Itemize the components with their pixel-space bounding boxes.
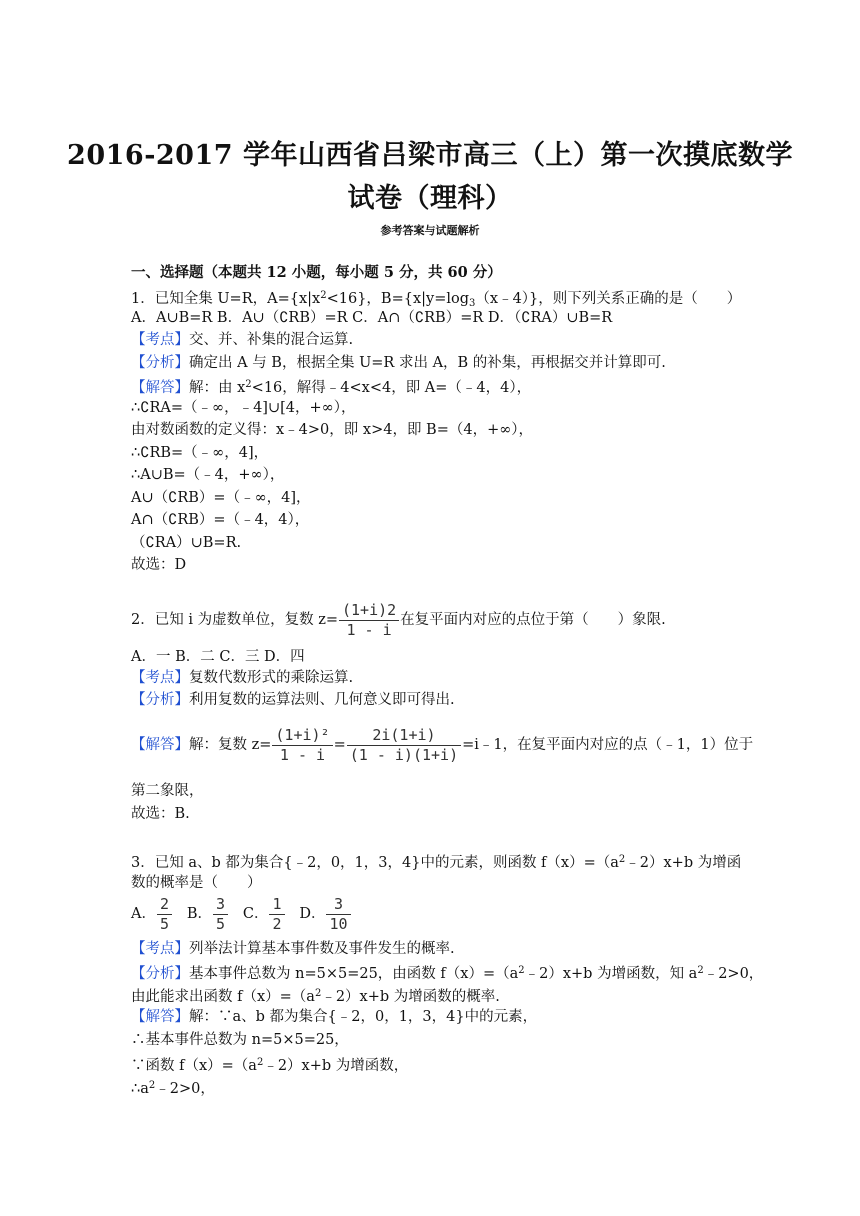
q2-options: A．一 B．二 C．三 D．四 [131, 649, 305, 665]
q2-stem: 2．已知 i 为虚数单位，复数 z= $\frac{(1+i)2}{1 - i}$ 在复平面内对应的点位于第（ ）象限. [131, 600, 666, 639]
q1-step-4: ∴A∪B=（﹣4，+∞）， [131, 467, 285, 483]
q1-options: A．A∪B=R B．A∪（∁RB）=R C．A∩（∁RB）=R D．（∁RA）∪B=R [131, 310, 613, 326]
q1-jieda: 【解答】解：由 $x^2<16$，解得﹣4<x<4，即 A=（﹣4，4）， [131, 379, 532, 396]
q3-option-d-fraction: $\frac{3}{10}$ [326, 895, 350, 934]
q2-fraction: $\frac{(1+i)2}{1 - i}$ [339, 601, 399, 640]
q1-step-1: ∴∁RA=（﹣∞，﹣4]∪[4，+∞）， [131, 400, 356, 416]
q1-step-3: ∴∁RB=（﹣∞，4]， [131, 445, 269, 461]
q1-stem: 1．已知全集 U=R，$A=\{x|x^2<16\}$，$B=\{x|y=\log_3(x﹣4)\}$，则下列关系正确的是（ ） [131, 290, 742, 309]
q2-answer: 故选：B. [131, 806, 190, 822]
q3-step-2: ∵函数 $f(x)=(a^2﹣2)x+b$ 为增函数， [131, 1057, 409, 1074]
q3-step-1: ∴基本事件总数为 n=5×5=25， [131, 1032, 349, 1048]
document-title-line2: 试卷（理科） [347, 183, 513, 214]
q3-option-a-fraction: $\frac{2}{5}$ [157, 895, 172, 934]
q3-kaodian: 【考点】列举法计算基本事件数及事件发生的概率. [131, 941, 455, 957]
q3-option-c-fraction: $\frac{1}{2}$ [269, 895, 284, 934]
q1-step-2: 由对数函数的定义得：x﹣4>0，即 x>4，即 B=（4，+∞）， [131, 422, 534, 438]
q2-step-1: 第二象限， [131, 783, 204, 799]
q1-step-5: A∪（∁RB）=（﹣∞，4]， [131, 490, 311, 506]
q3-jieda: 【解答】解：∵a、b 都为集合{﹣2，0，1，3，4}中的元素， [131, 1009, 538, 1025]
q1-step-6: A∩（∁RB）=（﹣4，4）， [131, 512, 310, 528]
q1-answer: 故选：D [131, 557, 187, 573]
q1-kaodian: 【考点】交、并、补集的混合运算. [131, 332, 354, 348]
document-title-line1: 2016-2017 学年山西省吕梁市高三（上）第一次摸底数学 [67, 140, 793, 171]
q3-option-b-fraction: $\frac{3}{5}$ [213, 895, 228, 934]
q3-fenxi-line2: 由此能求出函数 $f(x)=(a^2﹣2)x+b$ 为增函数的概率. [131, 988, 500, 1005]
q1-fenxi: 【分析】确定出 A 与 B，根据全集 U=R 求出 A，B 的补集，再根据交并计算即可. [131, 355, 666, 371]
q3-stem-line2: 数的概率是（ ） [131, 875, 262, 891]
q2-fenxi: 【分析】利用复数的运算法则、几何意义即可得出. [131, 692, 455, 708]
q3-stem: 3．已知 a、b 都为集合{﹣2，0，1，3，4}中的元素，则函数 $f(x)=(a^2﹣2)x+b$ 为增函 [131, 854, 742, 871]
q2-jieda-fraction-1: $\frac{\text{(1+i)²}}{1 - i}$ [272, 726, 332, 765]
q3-options: A． $\frac{2}{5}$ B． $\frac{3}{5}$ C． $\frac{1}{2}$ D． $\frac{3}{10}$ [131, 894, 352, 934]
q3-fenxi: 【分析】基本事件总数为 n=5×5=25，由函数 $f(x)=(a^2﹣2)x+b$ 为增函数，知 $a^2﹣2>0$， [131, 965, 764, 982]
document-subtitle: 参考答案与试题解析 [380, 224, 480, 237]
q1-step-7: （∁RA）∪B=R. [131, 535, 242, 551]
q2-jieda-fraction-2: $\frac{2i(1+i)}{(1 - i)(1+i)}$ [347, 726, 461, 765]
q2-kaodian: 【考点】复数代数形式的乘除运算. [131, 670, 354, 686]
q3-step-3: $\therefore a^2﹣2>0$， [131, 1080, 215, 1097]
q2-jieda: 【解答】解：复数 z= $\frac{\text{(1+i)²}}{1 - i}$ = $\frac{2i(1+i)}{(1 - i)(1+i)}$ =i﹣1，在复平面内对应的点（﹣1，1）位于 [131, 725, 754, 764]
section-heading: 一、选择题（本题共 12 小题，每小题 5 分，共 60 分） [131, 264, 502, 281]
